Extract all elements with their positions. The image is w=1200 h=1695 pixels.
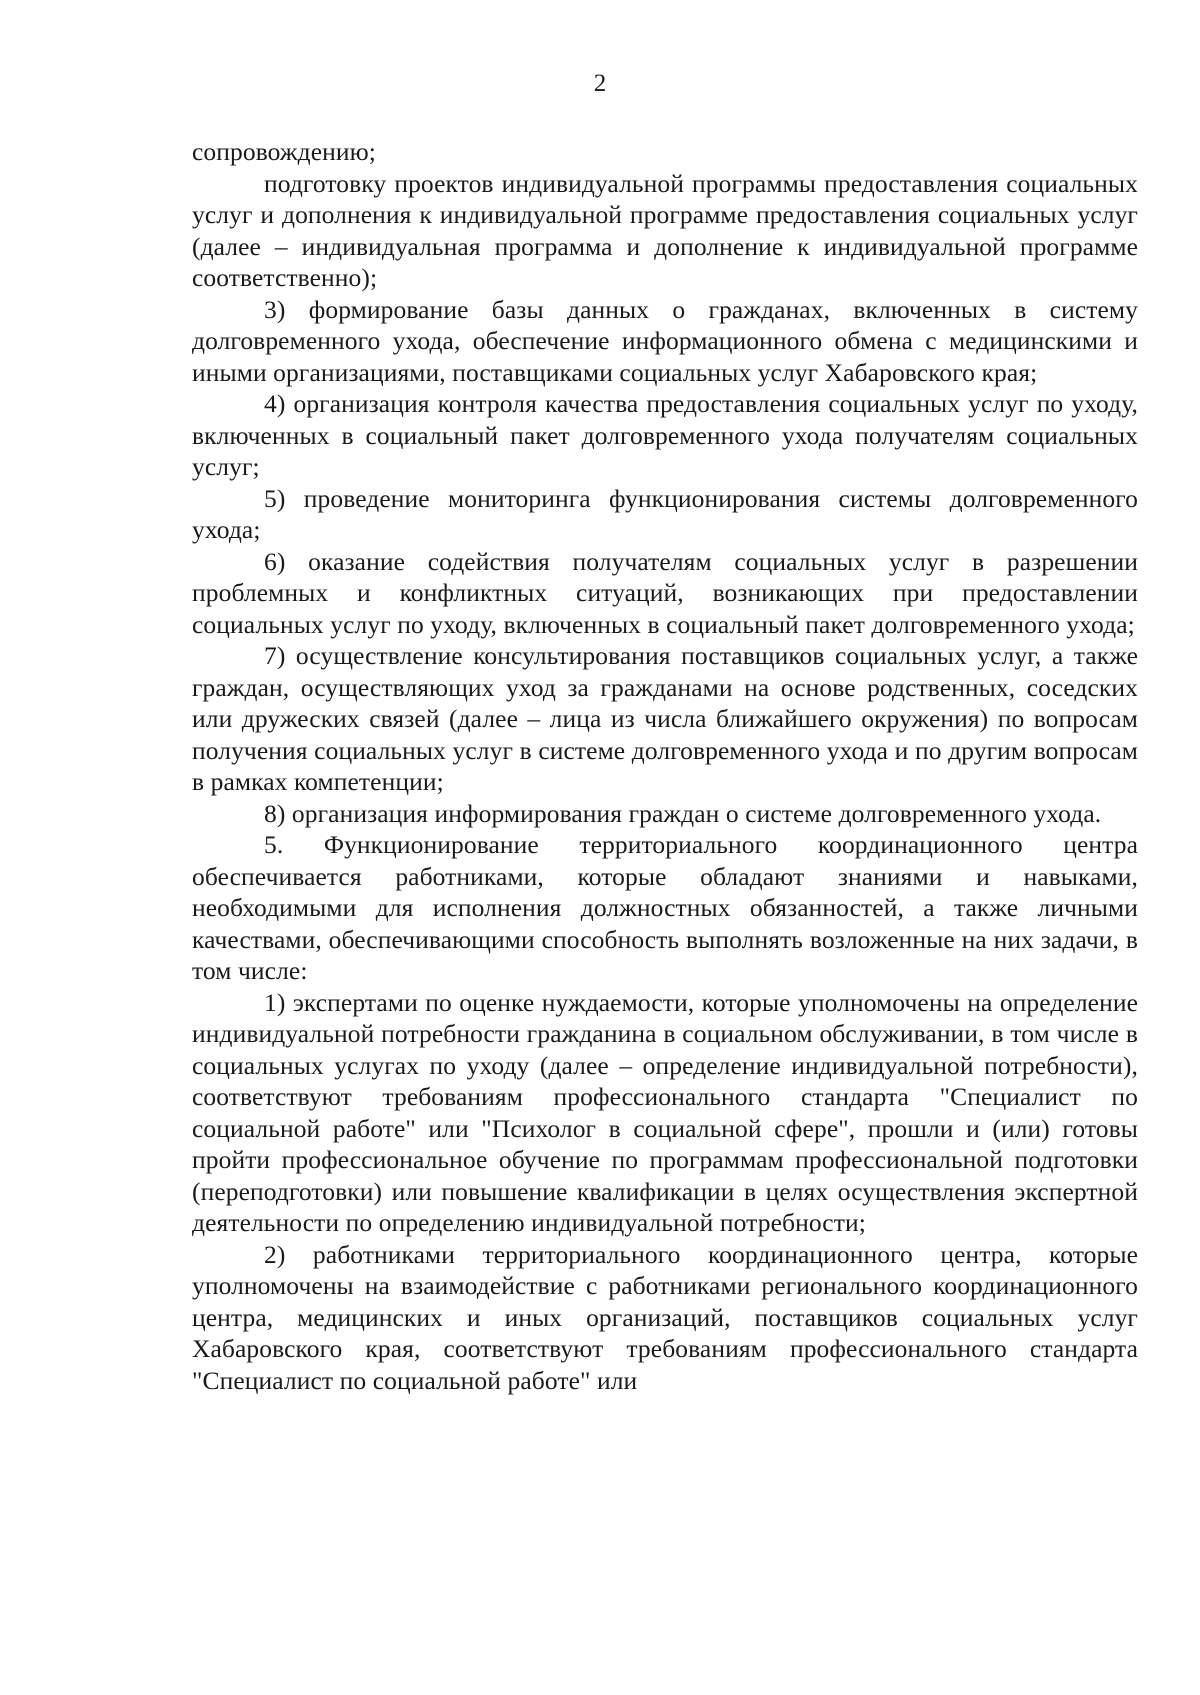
paragraph-individual-program: подготовку проектов индивидуальной программы предоставления социальных услуг и дополнения к индивидуальной программе предоставления социальных услуг (далее – индивидуальная программа и дополнение к индивидуальной программе соответственно); [192,168,1138,292]
paragraph-continuation: сопровождению; [192,137,376,166]
paragraph-item-7: 7) осуществление консультирования поставщиков социальных услуг, а также граждан, осуществляющих уход за гражданами на основе родственных, соседских или дружеских связей (далее – лица из числа ближайшего окружения) по вопросам получения социальных услуг в системе долговременного ухода и по другим вопросам в рамках компетенции; [192,641,1138,796]
paragraph-section-5: 5. Функционирование территориального координационного центра обеспечивается работниками, которые обладают знаниями и навыками, необходимыми для исполнения должностных обязанностей, а также личными качествами, обеспечивающими способность выполнять возложенные на них задачи, в том числе: [192,830,1138,985]
paragraph-item-6: 6) оказание содействия получателям социальных услуг в разрешении проблемных и конфликтных ситуаций, возникающих при предоставлении социальных услуг по уходу, включенных в социальный пакет долговременного ухода; [192,546,1138,639]
paragraph-item-5: 5) проведение мониторинга функционирования системы долговременного ухода; [192,483,1138,544]
paragraph-item-3: 3) формирование базы данных о гражданах, включенных в систему долговременного ухода, обеспечение информационного обмена с медицинскими и иными организациями, поставщиками социальных услуг Хабаровского края; [192,294,1138,387]
paragraph-item-4: 4) организация контроля качества предоставления социальных услуг по уходу, включенных в социальный пакет долговременного ухода получателям социальных услуг; [192,389,1138,481]
page-number: 2 [593,70,607,97]
paragraph-item-8: 8) организация информирования граждан о системе долговременного ухода. [264,798,1102,828]
paragraph-subitem-1: 1) экспертами по оценке нуждаемости, которые уполномочены на определение индивидуальной потребности гражданина в социальном обслуживании, в том числе в социальных услугах по уходу (далее – определение индивидуальной потребности), соответствуют требованиям профессионального стандарта "Специалист по социальной работе" или "Психолог в социальной сфере", прошли и (или) готовы пройти профессиональное обучение по программам профессиональной подготовки (переподготовки) или повышение квалификации в целях осуществления экспертной деятельности по определению индивидуальной потребности; [192,987,1138,1237]
paragraph-subitem-2: 2) работниками территориального координационного центра, которые уполномочены на взаимодействие с работниками регионального координационного центра, медицинских и иных организаций, поставщиков социальных услуг Хабаровского края, соответствуют требованиям профессионального стандарта "Специалист по социальной работе" или [192,1239,1138,1395]
document-body [192,136,1138,1396]
